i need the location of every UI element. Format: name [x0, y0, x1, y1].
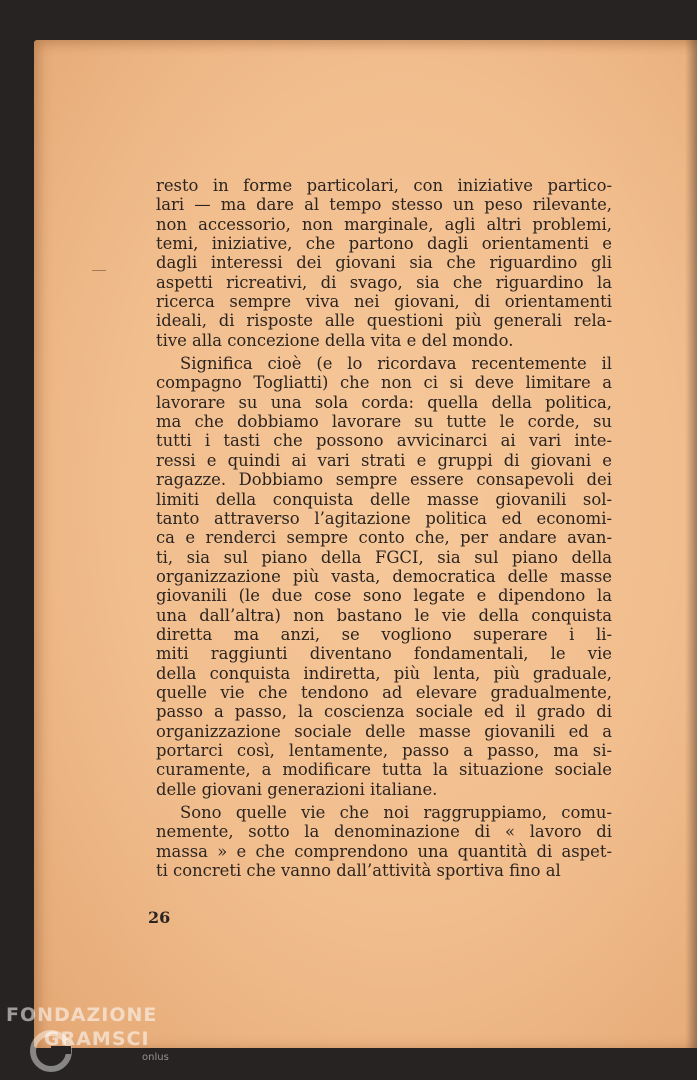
margin-mark	[92, 270, 106, 271]
watermark	[0, 1000, 200, 1080]
text-line: della conquista indiretta, più lenta, più graduale,	[156, 663, 612, 683]
text-line: Sono quelle vie che noi raggruppiamo, comu-	[180, 803, 612, 822]
text-line: ti, sia sul piano della FGCI, sia sul piano della	[156, 547, 612, 567]
text-line: tutti i tasti che possono avvicinarci ai vari inte-	[156, 431, 612, 451]
text-line: tanto attraverso l’agitazione politica ed economi-	[156, 508, 612, 528]
text-line: compagno Togliatti) che non ci si deve limitare a	[156, 373, 612, 393]
text-line: ressi e quindi ai vari strati e gruppi di giovani e	[156, 450, 612, 470]
text-line: lavorare su una sola corda: quella della politica,	[156, 392, 612, 412]
text-line: ti concreti che vanno dall’attività sportiva fino al	[156, 861, 561, 881]
paragraph	[156, 803, 612, 880]
text-line: temi, iniziative, che partono dagli orientamenti e	[156, 234, 612, 254]
text-line: quelle vie che tendono ad elevare gradualmente,	[156, 682, 612, 702]
text-line: ragazze. Dobbiamo sempre essere consapevoli dei	[156, 470, 612, 490]
paragraph-container	[156, 176, 612, 880]
text-line: portarci così, lentamente, passo a passo, ma si-	[156, 740, 612, 760]
text-line: lari — ma dare al tempo stesso un peso rilevante,	[156, 195, 612, 215]
text-line: massa » e che comprendono una quantità di aspet-	[156, 841, 612, 861]
body-text	[156, 176, 612, 880]
watermark-sub: onlus	[142, 1052, 169, 1063]
page-binding-shadow	[685, 40, 697, 1048]
text-line: resto in forme particolari, con iniziative partico-	[156, 176, 612, 195]
paragraph	[156, 176, 612, 350]
paragraph	[156, 354, 612, 799]
text-line: aspetti ricreativi, di svago, sia che riguardino la	[156, 272, 612, 292]
watermark-line1: FONDAZIONE	[6, 1004, 158, 1026]
text-line: una dall’altra) non bastano le vie della conquista	[156, 605, 612, 625]
text-line: ca e renderci sempre conto che, per andare avan-	[156, 528, 612, 548]
text-line: non accessorio, non marginale, agli altri problemi,	[156, 214, 612, 234]
text-line: ma che dobbiamo lavorare su tutte le corde, su	[156, 412, 612, 432]
page-number: 26	[148, 908, 171, 927]
text-line: limiti della conquista delle masse giovanili sol-	[156, 489, 612, 509]
text-line: diretta ma anzi, se vogliono superare i li-	[156, 624, 612, 644]
watermark-line2: GRAMSCI	[44, 1028, 150, 1050]
text-line: giovanili (le due cose sono legate e dipendono la	[156, 586, 612, 606]
text-line: ricerca sempre viva nei giovani, di orientamenti	[156, 292, 612, 312]
text-line: passo a passo, la coscienza sociale ed il grado di	[156, 702, 612, 722]
text-line: organizzazione sociale delle masse giovanili ed a	[156, 721, 612, 741]
text-line: miti raggiunti diventano fondamentali, le vie	[156, 644, 612, 664]
text-line: nemente, sotto la denominazione di « lavoro di	[156, 822, 612, 842]
text-line: delle giovani generazioni italiane.	[156, 779, 438, 799]
text-line: organizzazione più vasta, democratica delle masse	[156, 566, 612, 586]
text-line: dagli interessi dei giovani sia che riguardino gli	[156, 253, 612, 273]
text-line: ideali, di risposte alle questioni più generali rela-	[156, 311, 612, 331]
text-line: tive alla concezione della vita e del mondo.	[156, 330, 514, 350]
text-line: curamente, a modificare tutta la situazione sociale	[156, 760, 612, 780]
text-line: Significa cioè (e lo ricordava recentemente il	[180, 354, 612, 374]
